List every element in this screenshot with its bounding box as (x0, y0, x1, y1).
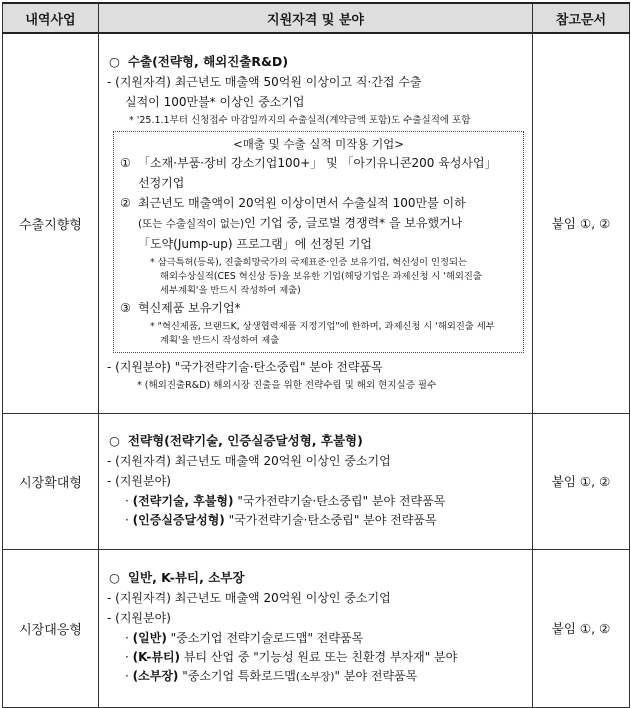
field-note: * (해외진출R&D) 해외시장 진출을 위한 전략수립 및 해외 현지실증 필수 (137, 380, 437, 392)
exception-box (113, 131, 524, 353)
field-subitem: · (일반) "중소기업 전략기술로드맵" 전략품목 (125, 631, 364, 645)
item-note: * 삼극특허(등록), 진출희망국가의 국제표준·인증 보유기업, 혁신성이 인정되는 (150, 257, 467, 269)
field-subitem: · (인증실증달성형) "국가전략기술·탄소중립" 분야 전략품목 (125, 513, 437, 527)
field-subitem: · (소부장) "중소기업 특화로드맵(소부장)" 분야 전략품목 (125, 669, 418, 683)
field-subitem: · (전략기술, 후불형) "국가전략기술·탄소중립" 분야 전략품목 (125, 494, 446, 508)
item-text-cont: 인 기업 중, 글로벌 경쟁력* 을 보유했거나 (244, 216, 463, 231)
item-text-small: (또는 수출실적이 없는) (138, 218, 245, 231)
program-name: 수출지향형 (3, 33, 99, 413)
item-note: * "혁신제품, 브랜드K, 상생협력제품 지정기업"에 한하며, 과제신청 시 '해외진출 세부 (150, 321, 495, 333)
field-subitem: · (K-뷰티) 뷰티 산업 중 "기능성 원료 또는 친환경 부자재" 분야 (125, 650, 458, 664)
reference-doc: 붙임 ①, ② (533, 413, 630, 549)
item-text: 「소재·부품·장비 강소기업100+」 및 「아기유니콘200 육성사업」 (138, 156, 497, 171)
qualification-line: - (지원자격) 최근년도 매출액 20억원 이상인 중소기업 (107, 591, 391, 605)
section-title: ○ 수출(전략형, 해외진출R&D) (109, 54, 289, 70)
eligibility-cell (99, 549, 533, 707)
table-row-market-expansion (3, 413, 630, 549)
program-name: 시장확대형 (3, 413, 99, 549)
header-eligibility: 지원자격 및 분야 (99, 3, 533, 33)
field-head: - (지원분야) (107, 474, 171, 488)
item-text: 혁신제품 보유기업* (138, 301, 241, 316)
header-reference: 참고문서 (533, 3, 630, 33)
item-number: ② (120, 196, 131, 211)
eligibility-cell (99, 413, 533, 549)
reference-doc: 붙임 ①, ② (533, 33, 630, 413)
table-row-export (3, 33, 630, 413)
section-title: ○ 일반, K-뷰티, 소부장 (109, 570, 245, 585)
header-program: 내역사업 (3, 3, 99, 33)
item-note: 세부계획'을 반드시 작성하여 제출) (160, 285, 301, 297)
qualification-line: - (지원자격) 최근년도 매출액 50억원 이상이고 직·간접 수출 (107, 75, 422, 90)
program-name: 시장대응형 (3, 549, 99, 707)
field-head: - (지원분야) (107, 611, 171, 625)
exception-box-title: <매출 및 수출 실적 미작용 기업> (233, 137, 404, 152)
circle-bullet-icon: ○ (109, 54, 120, 70)
qualification-line-cont: 실적이 100만불* 이상인 중소기업 (125, 95, 305, 110)
field-line: - (지원분야) "국가전략기술·탄소중립" 분야 전략품목 (107, 360, 383, 375)
item-note: 계획'을 반드시 작성하여 제출 (160, 335, 280, 347)
item-number: ① (120, 156, 131, 171)
eligibility-table (2, 2, 630, 708)
item-text: 최근년도 매출액이 20억원 이상이면서 수출실적 100만불 이하 (138, 196, 466, 211)
qualification-note: * '25.1.1부터 신청접수 마감일까지의 수출실적(계약금액 포함)도 수출실적에 포함 (129, 115, 471, 127)
item-text-cont: 선정기업 (138, 176, 185, 191)
item-number: ③ (120, 301, 131, 316)
item-note: 해외수상실적(CES 혁신상 등)을 보유한 기업(해당기업은 과제신청 시 '해외진출 (160, 271, 482, 283)
eligibility-cell (99, 33, 533, 413)
reference-doc: 붙임 ①, ② (533, 549, 630, 707)
table-row-market-response (3, 549, 630, 707)
item-text-cont: 「도약(Jump-up) 프로그램」에 선정된 기업 (138, 237, 372, 252)
section-title: ○ 전략형(전략기술, 인증실증달성형, 후불형) (109, 433, 363, 448)
qualification-line: - (지원자격) 최근년도 매출액 20억원 이상인 중소기업 (107, 454, 391, 468)
circle-bullet-icon: ○ (109, 570, 120, 585)
circle-bullet-icon: ○ (109, 433, 120, 448)
table-header-row (3, 3, 630, 33)
